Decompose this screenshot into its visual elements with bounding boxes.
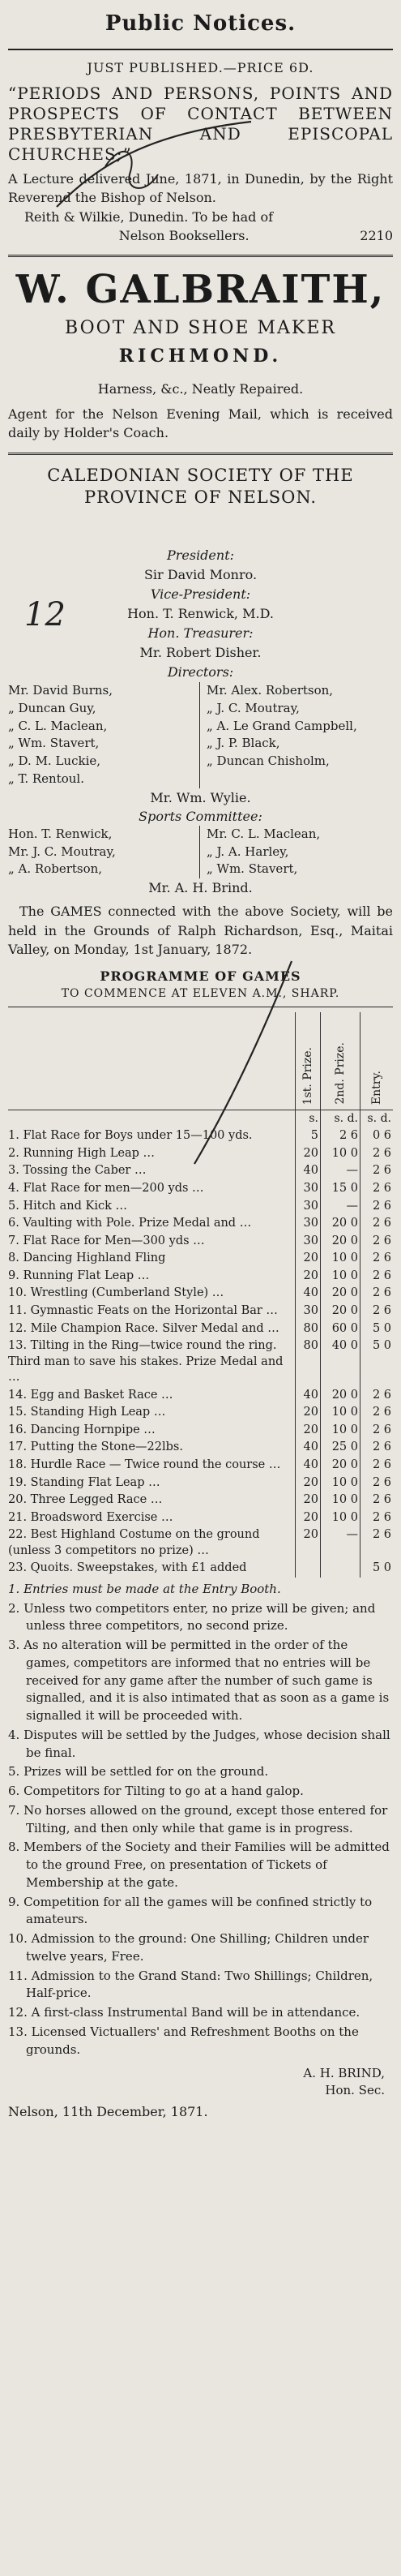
second-prize: 20 0 (321, 1457, 360, 1475)
rule-item: 6. Competitors for Tilting to go at a hand galop. (8, 1784, 304, 1799)
unit-cell: s. d. (321, 1110, 360, 1127)
entry-fee: 2 6 (360, 1492, 394, 1509)
director-name: Mr. David Burns, (8, 683, 113, 698)
event-name: Putting the Stone—22lbs. (30, 1440, 183, 1454)
programme-table (8, 1012, 393, 1578)
event-name: Broadsword Exercise … (30, 1510, 173, 1524)
games-paragraph: The GAMES connected with the above Society, will be held in the Grounds of Ralph Richardson, Esq., Maitai Valley, on Monday, 1st January, 1872. (8, 904, 393, 957)
president-name: Sir David Monro. (143, 567, 258, 583)
event-cell (8, 1180, 296, 1198)
table-row (8, 1145, 393, 1163)
event-cell (8, 1457, 296, 1475)
vice-label: Vice-President: (150, 586, 251, 603)
first-prize: 20 (296, 1509, 321, 1527)
entry-fee: 2 6 (360, 1145, 394, 1163)
first-prize: 30 (296, 1180, 321, 1198)
first-prize: 5 (296, 1127, 321, 1145)
event-name: Wrestling (Cumberland Style) … (30, 1286, 224, 1300)
committee-name: Mr. J. C. Moutray, (8, 844, 116, 859)
first-prize: 80 (296, 1320, 321, 1338)
signature-block (8, 2060, 393, 2099)
units-row (8, 1110, 393, 1127)
dateline: Nelson, 11th December, 1871. (8, 2104, 208, 2120)
event-cell (8, 1509, 296, 1527)
second-prize: 2 6 (321, 1127, 360, 1145)
notice1-body: A Lecture delivered June, 1871, in Dunedin, by the Right Reverend the Bishop of Nelson. (8, 171, 393, 206)
table-row (8, 1233, 393, 1251)
second-prize: 10 0 (321, 1492, 360, 1509)
directors-label: Directors: (167, 664, 234, 680)
first-prize: 20 (296, 1422, 321, 1440)
divider (8, 453, 393, 455)
unit-cell: s. (296, 1110, 321, 1127)
event-name: Flat Race for men—200 yds … (23, 1182, 204, 1196)
notice2-name: W. GALBRAITH, (15, 266, 386, 312)
event-cell (8, 1422, 296, 1440)
entry-fee: 2 6 (360, 1180, 394, 1198)
second-prize: 10 0 (321, 1268, 360, 1286)
event-cell (8, 1233, 296, 1251)
event-number: 4. (8, 1182, 23, 1196)
table-row (8, 1439, 393, 1457)
rule-item: 5. Prizes will be settled for on the ground. (8, 1764, 269, 1780)
second-prize: — (321, 1162, 360, 1180)
directors-right (200, 682, 393, 788)
event-cell (8, 1475, 296, 1492)
entry-fee: 2 6 (360, 1387, 394, 1405)
second-prize: — (321, 1198, 360, 1216)
table-row (8, 1404, 393, 1422)
officers (8, 509, 393, 682)
first-prize: 40 (296, 1387, 321, 1405)
first-prize: 40 (296, 1457, 321, 1475)
first-prize: 20 (296, 1526, 321, 1560)
event-name: Running Flat Leap … (23, 1269, 150, 1282)
director-name: „ Duncan Chisholm, (207, 753, 330, 769)
event-number: 16. (8, 1423, 31, 1436)
table-row (8, 1250, 393, 1268)
event-number: 6. (8, 1217, 23, 1230)
notice-caledonian (8, 462, 393, 2125)
event-cell (8, 1162, 296, 1180)
president-label: President: (166, 547, 235, 564)
first-prize: 40 (296, 1162, 321, 1180)
committee-name: „ A. Robertson, (8, 861, 103, 877)
second-prize: 25 0 (321, 1439, 360, 1457)
col-header: 2nd. Prize. (321, 1012, 360, 1110)
second-prize: 40 0 (321, 1337, 360, 1387)
event-number: 1. (8, 1129, 23, 1143)
rule-item: 13. Licensed Victuallers' and Refreshment Booths on the grounds. (8, 2024, 359, 2057)
first-prize: 30 (296, 1215, 321, 1233)
event-name: Quoits. Sweepstakes, with £1 added (30, 1561, 247, 1575)
rule-item: 3. As no alteration will be permitted in the order of the games, competitors are informed that no entries will be received for any game after the number of such game is signalled, and it is also intimated that as soon as a game is signalled it will be proceeded with. (8, 1638, 390, 1724)
event-name: Flat Race for Men—300 yds … (23, 1234, 205, 1247)
event-cell (8, 1285, 296, 1303)
director-name: „ J. C. Moutray, (207, 700, 300, 715)
second-prize: 20 0 (321, 1215, 360, 1233)
director-name: Mr. Alex. Robertson, (207, 683, 334, 698)
event-number: 14. (8, 1388, 31, 1402)
second-prize: — (321, 1526, 360, 1560)
second-prize: 10 0 (321, 1422, 360, 1440)
notice2-line2: Agent for the Nelson Evening Mail, which is received daily by Holder's Coach. (8, 406, 393, 441)
entry-fee: 2 6 (360, 1198, 394, 1216)
entry-fee: 2 6 (360, 1404, 394, 1422)
table-row (8, 1303, 393, 1320)
event-name: Dancing Hornpipe … (30, 1423, 156, 1436)
rule-item: 9. Competition for all the games will be confined strictly to amateurs. (8, 1894, 373, 1927)
event-number: 11. (8, 1303, 31, 1317)
event-name: Hitch and Kick … (23, 1199, 127, 1213)
entry-fee: 5 0 (360, 1320, 394, 1338)
entry-fee: 2 6 (360, 1457, 394, 1475)
event-number: 3. (8, 1164, 23, 1178)
entry-fee: 2 6 (360, 1303, 394, 1320)
table-row (8, 1127, 393, 1145)
event-number: 20. (8, 1493, 31, 1507)
director-name: „ Duncan Guy, (8, 700, 96, 715)
event-cell (8, 1250, 296, 1268)
event-name: Hurdle Race — Twice round the course … (30, 1458, 281, 1472)
event-number: 18. (8, 1458, 31, 1472)
table-row (8, 1215, 393, 1233)
first-prize: 20 (296, 1250, 321, 1268)
notice3-title: CALEDONIAN SOCIETY OF THE PROVINCE OF NELSON. (47, 465, 354, 507)
sig-name: A. H. BRIND, (303, 2066, 385, 2081)
event-number: 17. (8, 1440, 31, 1454)
event-cell (8, 1198, 296, 1216)
event-name: Egg and Basket Race … (30, 1388, 173, 1402)
first-prize: 20 (296, 1475, 321, 1492)
entry-fee: 0 6 (360, 1127, 394, 1145)
directors-list (8, 682, 393, 788)
rule-item: 12. A first-class Instrumental Band will be in attendance. (8, 2005, 360, 2020)
units-spacer (8, 1110, 296, 1127)
committee-name: „ J. A. Harley, (207, 844, 289, 859)
divider (8, 255, 393, 257)
unit-cell: s. d. (360, 1110, 394, 1127)
notice2-trade: BOOT AND SHOE MAKER (65, 317, 336, 338)
director-name: „ A. Le Grand Campbell, (207, 718, 357, 733)
second-prize: 60 0 (321, 1320, 360, 1338)
entry-fee: 2 6 (360, 1250, 394, 1268)
first-prize: 30 (296, 1198, 321, 1216)
event-name: Tossing the Caber … (23, 1164, 147, 1178)
sports-left (8, 826, 200, 878)
event-name: Mile Champion Race. Silver Medal and … (30, 1321, 279, 1335)
rule-item: 4. Disputes will be settled by the Judges, whose decision shall be final. (8, 1727, 390, 1760)
sports-list (8, 826, 393, 878)
first-prize: 40 (296, 1439, 321, 1457)
event-cell (8, 1320, 296, 1338)
event-number: 19. (8, 1475, 31, 1489)
table-row (8, 1422, 393, 1440)
second-prize: 20 0 (321, 1233, 360, 1251)
table-row (8, 1387, 393, 1405)
second-prize: 15 0 (321, 1180, 360, 1198)
event-number: 22. (8, 1528, 31, 1542)
entry-fee: 2 6 (360, 1285, 394, 1303)
entry-fee: 2 6 (360, 1215, 394, 1233)
table-row (8, 1320, 393, 1338)
directors-last: Mr. Wm. Wylie. (150, 789, 251, 805)
notice1-publisher-right: Nelson Booksellers. (118, 227, 250, 243)
table-row (8, 1457, 393, 1475)
table-row (8, 1162, 393, 1180)
event-name: Gymnastic Feats on the Horizontal Bar … (30, 1303, 278, 1317)
event-cell (8, 1145, 296, 1163)
directors-left (8, 682, 200, 788)
notice1-publisher-left: Reith & Wilkie, Dunedin. To be had of (24, 208, 274, 225)
event-cell (8, 1127, 296, 1145)
second-prize (321, 1560, 360, 1578)
director-name: „ T. Rentoul. (8, 771, 84, 786)
first-prize: 20 (296, 1268, 321, 1286)
event-number: 12. (8, 1321, 31, 1335)
event-number: 23. (8, 1561, 31, 1575)
rule-item: 2. Unless two competitors enter, no prize will be given; and unless three competitors, no second prize. (8, 1600, 376, 1634)
second-prize: 10 0 (321, 1509, 360, 1527)
first-prize: 20 (296, 1145, 321, 1163)
notice1-code: 2210 (360, 227, 393, 243)
table-row (8, 1560, 393, 1578)
committee-name: „ Wm. Stavert, (207, 861, 298, 877)
table-row (8, 1337, 393, 1387)
table-row (8, 1198, 393, 1216)
programme-title: PROGRAMME OF GAMES (100, 968, 301, 984)
event-cell (8, 1303, 296, 1320)
notice1-publisher-row (8, 226, 393, 245)
first-prize: 30 (296, 1303, 321, 1320)
event-name: Standing Flat Leap … (30, 1475, 160, 1489)
committee-name: Mr. C. L. Maclean, (207, 826, 321, 841)
treasurer-name: Mr. Robert Disher. (139, 645, 262, 661)
table-row (8, 1475, 393, 1492)
table-row (8, 1492, 393, 1509)
event-cell (8, 1387, 296, 1405)
event-name: Tilting in the Ring—twice round the ring. Third man to save his stakes. Prize Medal and … (8, 1339, 284, 1385)
event-name: Running High Leap … (23, 1146, 156, 1160)
second-prize: 10 0 (321, 1250, 360, 1268)
entry-fee: 2 6 (360, 1268, 394, 1286)
event-name: Best Highland Costume on the ground (unless 3 competitors no prize) … (8, 1528, 260, 1557)
event-number: 9. (8, 1269, 23, 1282)
second-prize: 20 0 (321, 1303, 360, 1320)
second-prize: 10 0 (321, 1145, 360, 1163)
event-cell (8, 1268, 296, 1286)
event-cell (8, 1337, 296, 1387)
treasurer-label: Hon. Treasurer: (147, 625, 254, 642)
event-cell (8, 1215, 296, 1233)
table-row (8, 1268, 393, 1286)
table-row (8, 1285, 393, 1303)
first-prize: 40 (296, 1285, 321, 1303)
col-header: Entry. (360, 1012, 394, 1110)
event-number: 15. (8, 1406, 31, 1419)
event-name: Flat Race for Boys under 15—100 yds. (23, 1129, 253, 1143)
second-prize: 20 0 (321, 1285, 360, 1303)
handwritten-mark: 12 (24, 596, 66, 633)
rule-item: 11. Admission to the Grand Stand: Two Shillings; Children, Half-price. (8, 1968, 373, 2001)
rule-item: 8. Members of the Society and their Families will be admitted to the ground Free, on presentation of Tickets of Membership at the gate. (8, 1840, 390, 1890)
notice1-title: “PERIODS AND PERSONS, POINTS AND PROSPECTS OF CONTACT BETWEEN PRESBYTERIAN AND EPISCOPAL CHURCHES;” (8, 84, 393, 165)
entry-fee: 2 6 (360, 1233, 394, 1251)
event-cell (8, 1526, 296, 1560)
entry-fee: 2 6 (360, 1439, 394, 1457)
notice2-line1: Harness, &c., Neatly Repaired. (97, 380, 304, 397)
first-prize: 20 (296, 1492, 321, 1509)
rules-list (8, 1578, 393, 2059)
notice-galbraith (8, 264, 393, 446)
event-number: 10. (8, 1286, 31, 1300)
first-prize: 80 (296, 1337, 321, 1387)
col-header: 1st. Prize. (296, 1012, 321, 1110)
rule-item: 10. Admission to the ground: One Shilling; Children under twelve years, Free. (8, 1931, 369, 1964)
vice-name: Hon. T. Renwick, M.D. (127, 606, 274, 622)
committee-name: Hon. T. Renwick, (8, 826, 113, 841)
entry-fee: 2 6 (360, 1475, 394, 1492)
event-cell (8, 1404, 296, 1422)
event-number: 5. (8, 1199, 23, 1213)
commence-line: TO COMMENCE AT ELEVEN A.M., SHARP. (61, 987, 340, 1001)
event-number: 13. (8, 1339, 31, 1353)
event-cell (8, 1492, 296, 1509)
notice1-publisher (8, 208, 393, 226)
table-row (8, 1526, 393, 1560)
event-name: Dancing Highland Fling (23, 1252, 166, 1265)
sports-label: Sports Committee: (139, 808, 262, 824)
notice1-header: JUST PUBLISHED.—PRICE 6D. (87, 60, 314, 75)
event-number: 2. (8, 1146, 23, 1160)
second-prize: 10 0 (321, 1475, 360, 1492)
table-header (8, 1012, 393, 1110)
event-name: Three Legged Race … (30, 1493, 163, 1507)
event-number: 21. (8, 1510, 31, 1524)
entry-fee: 5 0 (360, 1337, 394, 1387)
first-prize: 20 (296, 1404, 321, 1422)
sports-right (200, 826, 393, 878)
second-prize: 20 0 (321, 1387, 360, 1405)
director-name: „ J. P. Black, (207, 736, 280, 751)
entry-fee: 5 0 (360, 1560, 394, 1578)
event-cell (8, 1439, 296, 1457)
entry-fee: 2 6 (360, 1422, 394, 1440)
event-cell (8, 1560, 296, 1578)
second-prize: 10 0 (321, 1404, 360, 1422)
first-prize (296, 1560, 321, 1578)
event-name: Standing High Leap … (30, 1406, 166, 1419)
entry-fee: 2 6 (360, 1162, 394, 1180)
director-name: „ D. M. Luckie, (8, 753, 101, 769)
event-name: Vaulting with Pole. Prize Medal and … (23, 1217, 252, 1230)
table-row (8, 1180, 393, 1198)
rule-item: 1. Entries must be made at the Entry Booth. (8, 1581, 281, 1596)
first-prize: 30 (296, 1233, 321, 1251)
sig-title: Hon. Sec. (325, 2083, 385, 2098)
section-title: Public Notices. (105, 11, 296, 36)
table-row (8, 1509, 393, 1527)
sports-last: Mr. A. H. Brind. (148, 880, 253, 896)
rule-item: 7. No horses allowed on the ground, except those entered for Tilting, and then only while that game is in progress. (8, 1802, 388, 1835)
notice-just-published (8, 50, 393, 248)
event-number: 7. (8, 1234, 23, 1247)
notice2-place: RICHMOND. (118, 346, 283, 367)
director-name: „ Wm. Stavert, (8, 736, 100, 751)
entry-fee: 2 6 (360, 1509, 394, 1527)
event-number: 8. (8, 1252, 23, 1265)
entry-fee: 2 6 (360, 1526, 394, 1560)
director-name: „ C. L. Maclean, (8, 718, 108, 733)
